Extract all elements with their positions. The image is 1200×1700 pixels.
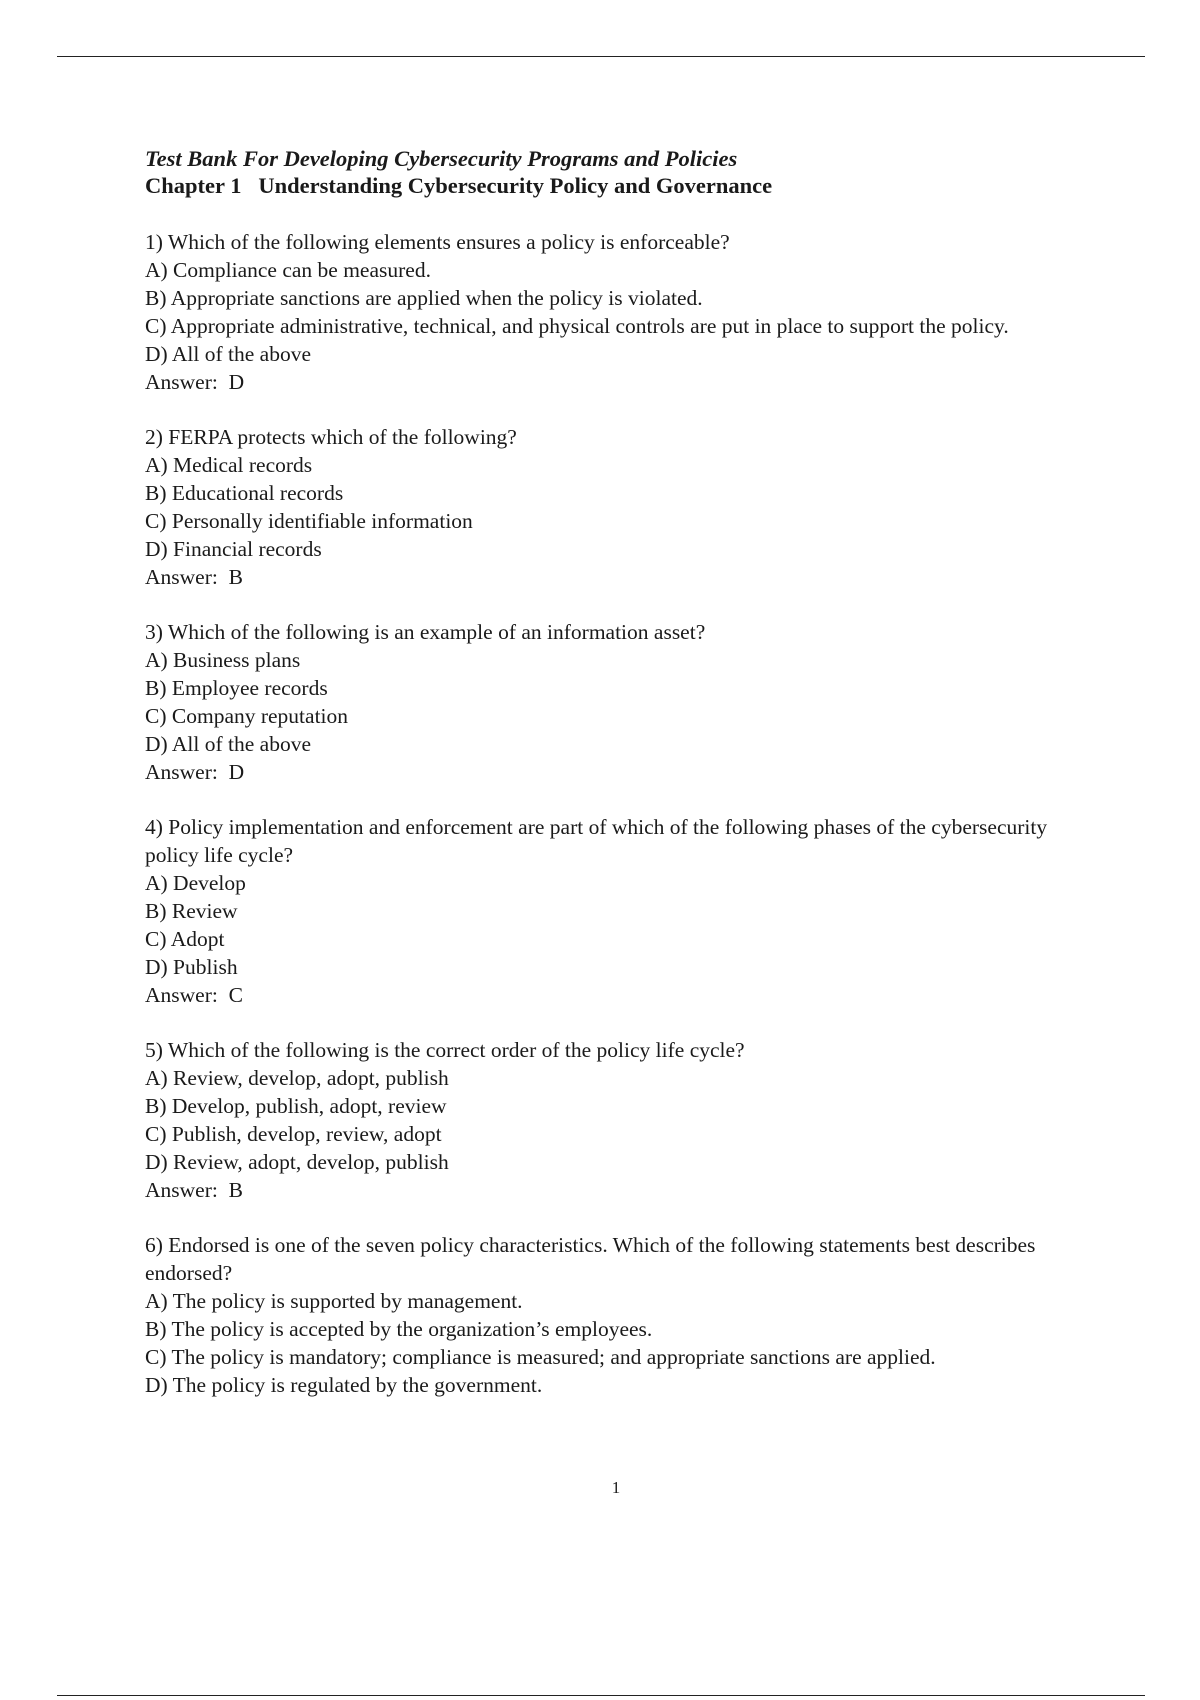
question-4: [145, 813, 1065, 1009]
option-a: A) Review, develop, adopt, publish: [145, 1066, 449, 1090]
answer-key: Answer: C: [145, 983, 243, 1007]
question-stem: 3) Which of the following is an example of an information asset?: [145, 620, 706, 644]
answer-key: Answer: D: [145, 370, 245, 394]
question-2: [145, 423, 1065, 591]
document-title: Test Bank For Developing Cybersecurity Programs and Policies: [145, 146, 738, 171]
question-5: [145, 1036, 1065, 1204]
option-c: C) Company reputation: [145, 704, 349, 728]
option-d: D) All of the above: [145, 342, 311, 366]
option-b: B) Review: [145, 899, 238, 923]
question-1: [145, 228, 1065, 396]
option-d: D) Review, adopt, develop, publish: [145, 1150, 449, 1174]
answer-key: Answer: B: [145, 565, 243, 589]
option-a: A) Medical records: [145, 453, 313, 477]
question-stem: 4) Policy implementation and enforcement are part of which of the following phases of the cybersecurity policy life cycle?: [145, 815, 1048, 867]
answer-key: Answer: D: [145, 760, 245, 784]
option-c: C) Publish, develop, review, adopt: [145, 1122, 442, 1146]
question-stem: 6) Endorsed is one of the seven policy characteristics. Which of the following statements best describes endorsed?: [145, 1233, 1036, 1285]
option-c: C) The policy is mandatory; compliance is measured; and appropriate sanctions are applied.: [145, 1345, 936, 1369]
footer-rule: [57, 1695, 1145, 1696]
option-d: D) The policy is regulated by the government.: [145, 1373, 543, 1397]
document-body: [145, 145, 1065, 1426]
option-b: B) Educational records: [145, 481, 344, 505]
option-b: B) Employee records: [145, 676, 328, 700]
question-stem: 5) Which of the following is the correct order of the policy life cycle?: [145, 1038, 745, 1062]
header-rule: [57, 56, 1145, 57]
answer-key: Answer: B: [145, 1178, 243, 1202]
chapter-heading: Chapter 1 Understanding Cybersecurity Policy and Governance: [145, 173, 773, 198]
option-c: C) Appropriate administrative, technical, and physical controls are put in place to support the policy.: [145, 314, 1009, 338]
option-c: C) Personally identifiable information: [145, 509, 473, 533]
option-d: D) All of the above: [145, 732, 311, 756]
option-b: B) Develop, publish, adopt, review: [145, 1094, 447, 1118]
question-3: [145, 618, 1065, 786]
option-a: A) The policy is supported by management.: [145, 1289, 523, 1313]
page-number: 1: [611, 1478, 621, 1497]
question-stem: 1) Which of the following elements ensures a policy is enforceable?: [145, 230, 730, 254]
option-b: B) The policy is accepted by the organization’s employees.: [145, 1317, 653, 1341]
question-6: [145, 1231, 1065, 1399]
option-a: A) Compliance can be measured.: [145, 258, 431, 282]
option-d: D) Publish: [145, 955, 238, 979]
option-a: A) Business plans: [145, 648, 301, 672]
option-b: B) Appropriate sanctions are applied when the policy is violated.: [145, 286, 703, 310]
question-stem: 2) FERPA protects which of the following?: [145, 425, 517, 449]
option-a: A) Develop: [145, 871, 246, 895]
option-d: D) Financial records: [145, 537, 322, 561]
option-c: C) Adopt: [145, 927, 225, 951]
